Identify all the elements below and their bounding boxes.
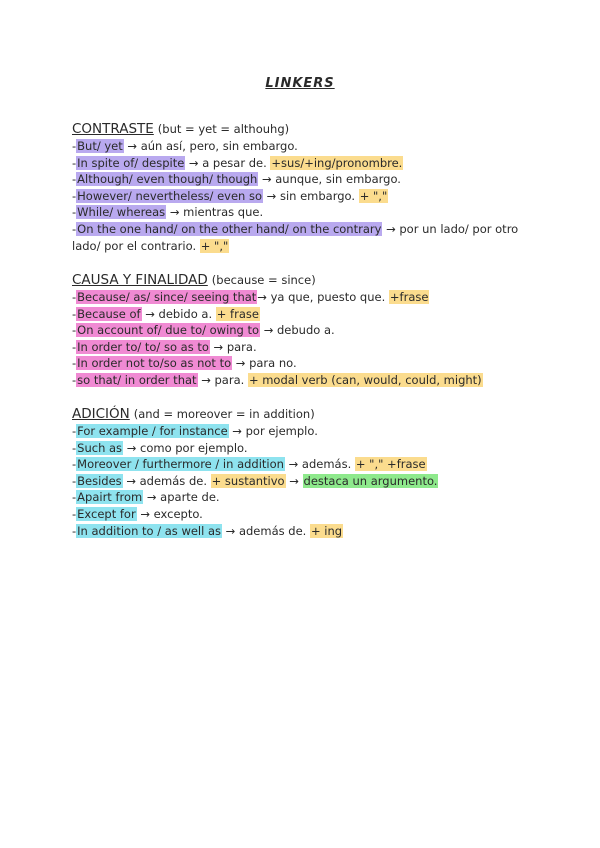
grammar-note: + ",": [359, 188, 388, 203]
section-subtitle: (because = since): [211, 273, 316, 287]
linker-phrase: Such as: [77, 440, 123, 455]
list-item: -Although/ even though/ though → aunque, sin embargo.: [72, 172, 401, 187]
linker-meaning: → debido a.: [141, 306, 216, 321]
section-subtitle: (but = yet = althouhg): [157, 122, 290, 136]
linker-phrase: While/ whereas: [77, 205, 166, 220]
linker-meaning: → mientras que.: [166, 205, 264, 220]
grammar-note: + frase: [216, 306, 259, 321]
linker-phrase: In spite of/ despite: [77, 155, 185, 170]
linker-phrase: Besides: [77, 473, 122, 488]
list-item: -In spite of/ despite → a pesar de. +sus/+ing/pronombre.: [72, 155, 403, 170]
linker-meaning: → aún así, pero, sin embargo.: [123, 139, 298, 153]
linker-phrase: Because of: [77, 306, 141, 321]
linker-meaning: → aunque, sin embargo.: [258, 172, 401, 187]
list-item: -so that/ in order that → para. + modal verb (can, would, could, might): [72, 372, 482, 387]
section-subtitle: (and = moreover = in addition): [133, 407, 315, 421]
linker-phrase: In order not to/so as not to: [77, 356, 232, 371]
linker-phrase: On the one hand/ on the other hand/ on the contrary: [77, 221, 382, 236]
linker-meaning: → para.: [197, 372, 248, 387]
linker-meaning: → por un lado/ por otro lado/ por el contrario.: [72, 221, 519, 253]
linker-phrase: For example / for instance: [77, 424, 228, 438]
grammar-note: +sus/+ing/pronombre.: [271, 155, 403, 170]
linker-meaning: → para.: [209, 339, 257, 354]
linker-meaning: → a pesar de.: [185, 155, 271, 170]
linker-meaning: → además.: [284, 457, 355, 472]
linker-meaning: → aparte de.: [143, 490, 220, 505]
grammar-note: +frase: [389, 290, 429, 304]
list-item: -In order to/ to/ so as to → para.: [72, 339, 257, 354]
arrow-connector: →: [285, 473, 303, 488]
linker-meaning: → sin embargo.: [263, 188, 359, 203]
linker-phrase: However/ nevertheless/ even so: [77, 188, 263, 203]
linker-phrase: Except for: [77, 506, 136, 521]
list-item: -While/ whereas → mientras que.: [72, 205, 264, 220]
linker-phrase: In order to/ to/ so as to: [77, 339, 209, 354]
list-item: -Except for → excepto.: [72, 506, 203, 521]
list-item: -In addition to / as well as → además de. + ing: [72, 523, 343, 538]
linker-meaning: → como por ejemplo.: [123, 440, 248, 455]
linker-phrase: Because/ as/ since/ seeing that: [77, 290, 257, 304]
linker-phrase: Although/ even though/ though: [77, 172, 258, 187]
linker-meaning: → además de.: [122, 473, 211, 488]
page-title: LINKERS: [265, 76, 335, 91]
list-item: -But/ yet → aún así, pero, sin embargo.: [72, 139, 298, 153]
linker-meaning: → por ejemplo.: [228, 424, 318, 438]
section-header: [72, 272, 542, 288]
list-item: -Because/ as/ since/ seeing that→ ya que, puesto que. +frase: [72, 290, 429, 304]
linker-phrase: In addition to / as well as: [77, 523, 222, 538]
grammar-note: + sustantivo: [211, 473, 285, 488]
emphasis-note: destaca un argumento.: [303, 473, 438, 488]
linker-phrase: But/ yet: [77, 139, 123, 153]
section-adicion: [72, 406, 542, 539]
section-causa-finalidad: [72, 272, 542, 389]
linker-phrase: Moreover / furthermore / in addition: [77, 457, 284, 472]
list-item: -For example / for instance → por ejemplo.: [72, 424, 318, 438]
section-title: CAUSA Y FINALIDAD: [72, 272, 208, 288]
linker-meaning: → excepto.: [136, 506, 203, 521]
linker-phrase: Apairt from: [77, 490, 143, 505]
list-item: -On the one hand/ on the other hand/ on the contrary → por un lado/ por otro lado/ por el contrario. + ",": [72, 221, 519, 253]
grammar-note: + "," +frase: [355, 457, 426, 472]
list-item: -Such as → como por ejemplo.: [72, 440, 248, 455]
list-item: -On account of/ due to/ owing to → debudo a.: [72, 323, 335, 338]
list-item: -Moreover / furthermore / in addition → además. + "," +frase: [72, 457, 426, 472]
linker-phrase: On account of/ due to/ owing to: [77, 323, 260, 338]
list-item: -Because of → debido a. + frase: [72, 306, 259, 321]
linker-meaning: → para no.: [232, 356, 297, 371]
grammar-note: + ",": [200, 238, 229, 253]
section-title: ADICIÓN: [72, 406, 130, 422]
list-item: -Apairt from → aparte de.: [72, 490, 220, 505]
list-item: -In order not to/so as not to → para no.: [72, 356, 297, 371]
section-title: CONTRASTE: [72, 121, 154, 137]
section-header: [72, 406, 542, 422]
grammar-note: + ing: [310, 523, 343, 538]
section-contraste: [72, 121, 542, 254]
linker-meaning: → además de.: [222, 523, 310, 538]
linker-phrase: so that/ in order that: [77, 372, 197, 387]
grammar-note: + modal verb (can, would, could, might): [248, 372, 482, 387]
linker-meaning: → ya que, puesto que.: [257, 290, 389, 304]
linker-meaning: → debudo a.: [260, 323, 335, 338]
list-item: -Besides → además de. + sustantivo → destaca un argumento.: [72, 473, 438, 488]
list-item: -However/ nevertheless/ even so → sin embargo. + ",": [72, 188, 388, 203]
section-header: [72, 121, 542, 137]
